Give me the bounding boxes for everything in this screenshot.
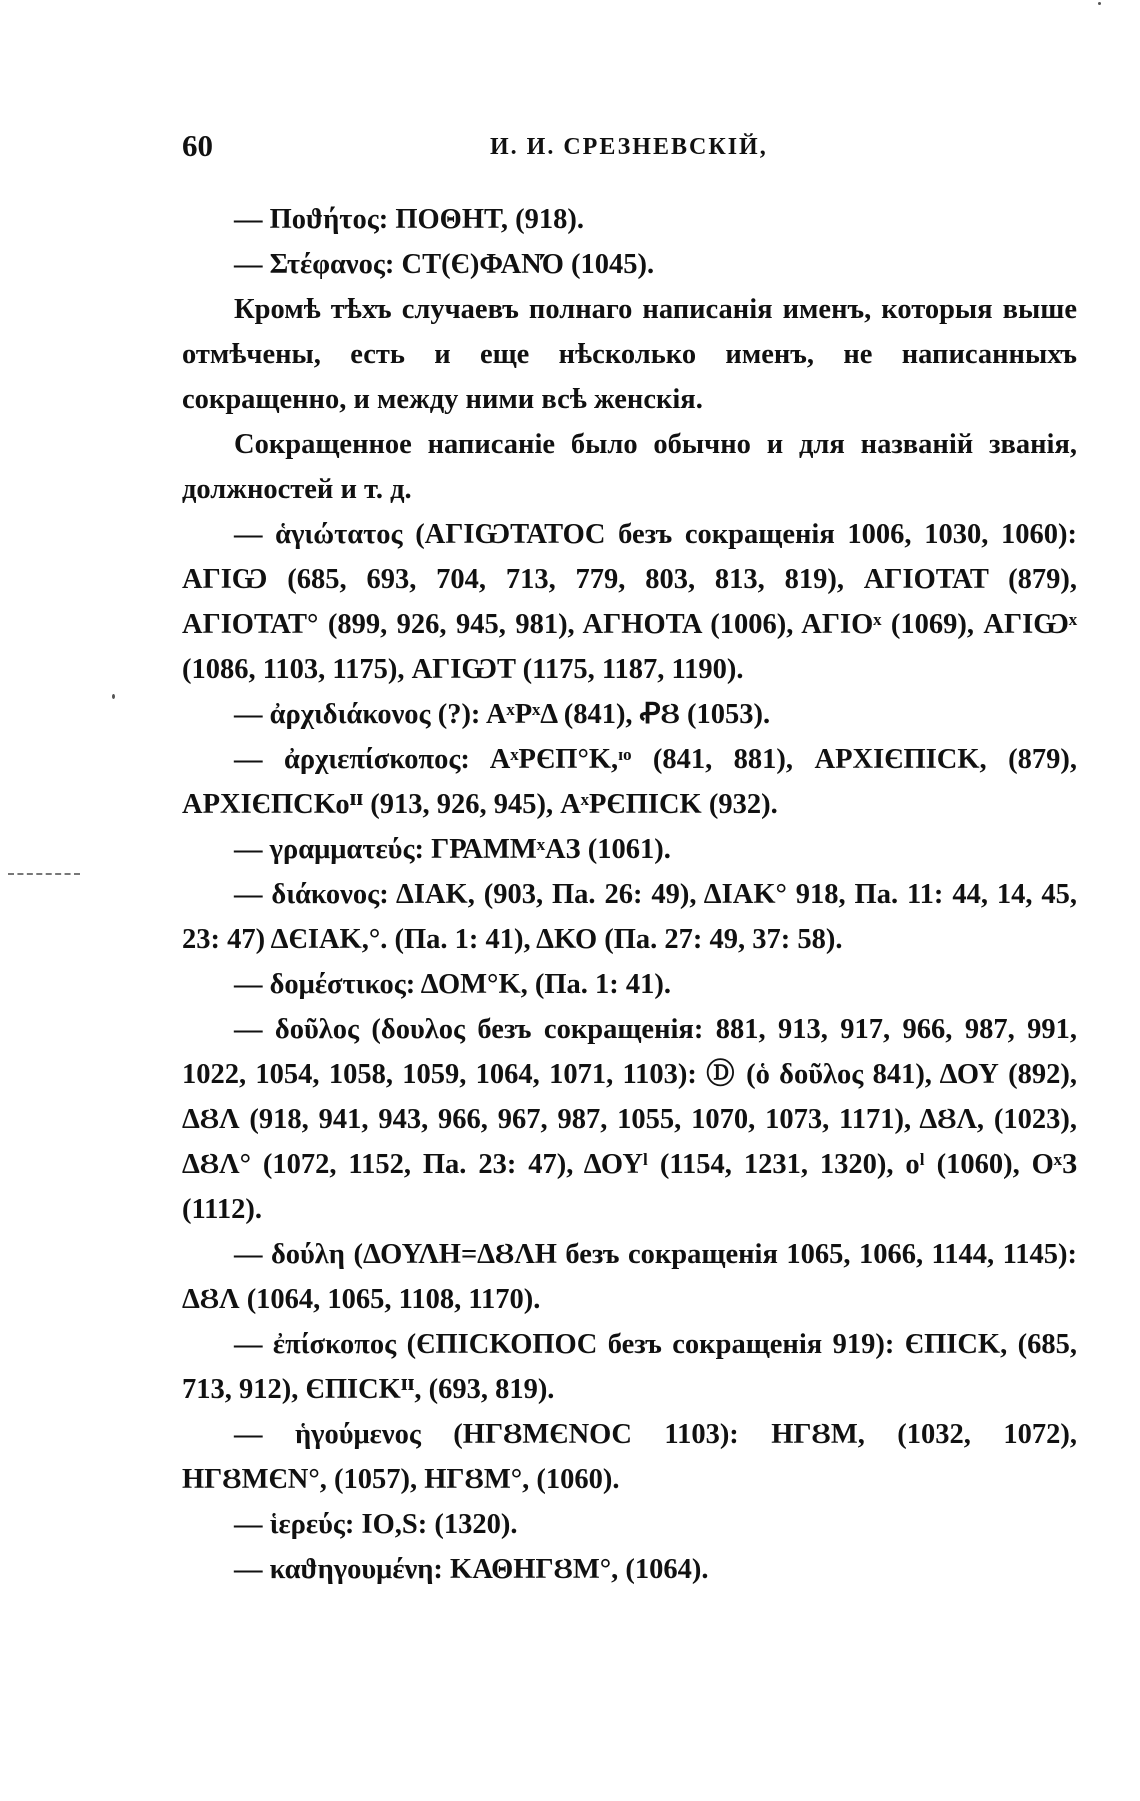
- margin-pencil-mark: [8, 873, 80, 875]
- entry-hagiotatos: — ἁγιώτατος (ΑΓΙѠΤΑΤΟC безъ сокращенія 1006, 1030, 1060): ΑΓΙѠ (685, 693, 704, 713, 779, 803, 813, 819), ΑΓΙΟΤΑΤ (879), ΑΓΙΟΤΑΤ° (899, 926, 945, 981), ΑΓΗΟΤΑ (1006), ΑΓΙΟˣ (1069), ΑΓΙѠˣ (1086, 1103, 1175), ΑΓΙѠΤ (1175, 1187, 1190).: [182, 519, 1077, 685]
- page-number: 60: [182, 128, 213, 163]
- entry-stefanos: — Στέφανος: CT(Є)ΦΑΝΌ (1045).: [234, 249, 655, 280]
- entry-domestikos: — δομέστικος: ΔΟΜ°Κ, (Па. 1: 41).: [234, 969, 672, 1000]
- entry-doulos: — δοῦλος (δουλος безъ сокращенія: 881, 913, 917, 966, 987, 991, 1022, 1054, 1058, 1059, 1064, 1071, 1103): Ⓓ (ὁ δοῦλος 841), ΔΟΥ (892), ΔȢΛ (918, 941, 943, 966, 967, 987, 1055, 1070, 1073, 1171), ΔȢΛ, (1023), ΔȢΛ° (1072, 1152, Па. 23: 47), ΔΟΥˡ (1154, 1231, 1320), οˡ (1060), ΟˣЗ (1112).: [182, 1014, 1077, 1225]
- page-speck: [1098, 2, 1101, 5]
- paragraph-full-names: Кромѣ тѣхъ случаевъ полнаго написанія именъ, которыя выше отмѣчены, есть и еще нѣсколько именъ, не написанныхъ сокращенно, и между ними всѣ женскія.: [182, 294, 1077, 415]
- entry-hiereus: — ἱερεύς: ΙΟ,S: (1320).: [234, 1509, 518, 1540]
- entry-archidiakonos: — ἀρχιδιάκονος (?): ΑˣΡˣΔ (841), ꝒȢ (1053).: [234, 699, 771, 730]
- entry-doule: — δούλη (ΔΟΥΛΗ=ΔȢΛΗ безъ сокращенія 1065, 1066, 1144, 1145): ΔȢΛ (1064, 1065, 1108, 1170).: [182, 1239, 1077, 1315]
- page-speck: [112, 694, 115, 699]
- paragraph-titles-intro: Сокращенное написаніе было обычно и для названій званія, должностей и т. д.: [182, 429, 1077, 505]
- entry-episkopos: — ἐπίσκοπος (ЄΠΙCΚΟΠΟC безъ сокращенія 919): ЄΠΙCΚ, (685, 713, 912), ЄΠΙCΚᴵᴵ, (693, 819).: [182, 1329, 1077, 1405]
- entry-hegoumenos: — ἡγούμενος (ΗΓȢΜЄΝΟC 1103): ΗΓȢΜ, (1032, 1072), ΗΓȢΜЄΝ°, (1057), ΗΓȢΜ°, (1060).: [182, 1419, 1077, 1495]
- entry-poetos: — Ποϑήτος: ΠΟΘΗΤ, (918).: [234, 204, 585, 235]
- entry-diakonos: — διάκονος: ΔΙΑΚ, (903, Па. 26: 49), ΔΙΑΚ° 918, Па. 11: 44, 14, 45, 23: 47) ΔЄΙΑΚ,°. (Па. 1: 41), ΔΚΟ (Па. 27: 49, 37: 58).: [182, 879, 1077, 955]
- entry-archiepiskopos: — ἀρχιεπίσκοπος: ΑˣΡЄΠ°Κ,ᶦᵒ (841, 881), ΑΡΧΙЄΠΙCΚ, (879), ΑΡΧΙЄΠCΚοᴵᴵ (913, 926, 945), ΑˣΡЄΠΙCΚ (932).: [182, 744, 1077, 820]
- entry-kathegoumene: — καϑηγουμένη: ΚΑΘΗΓȢΜ°, (1064).: [234, 1554, 709, 1585]
- page-body: [182, 197, 1077, 1592]
- page-header: [182, 128, 942, 172]
- entry-grammateus: — γραμματεύς: ΓΡΑΜΜˣΑЗ (1061).: [234, 834, 671, 865]
- running-title: И. И. СРЕЗНЕВСКІЙ,: [490, 134, 768, 160]
